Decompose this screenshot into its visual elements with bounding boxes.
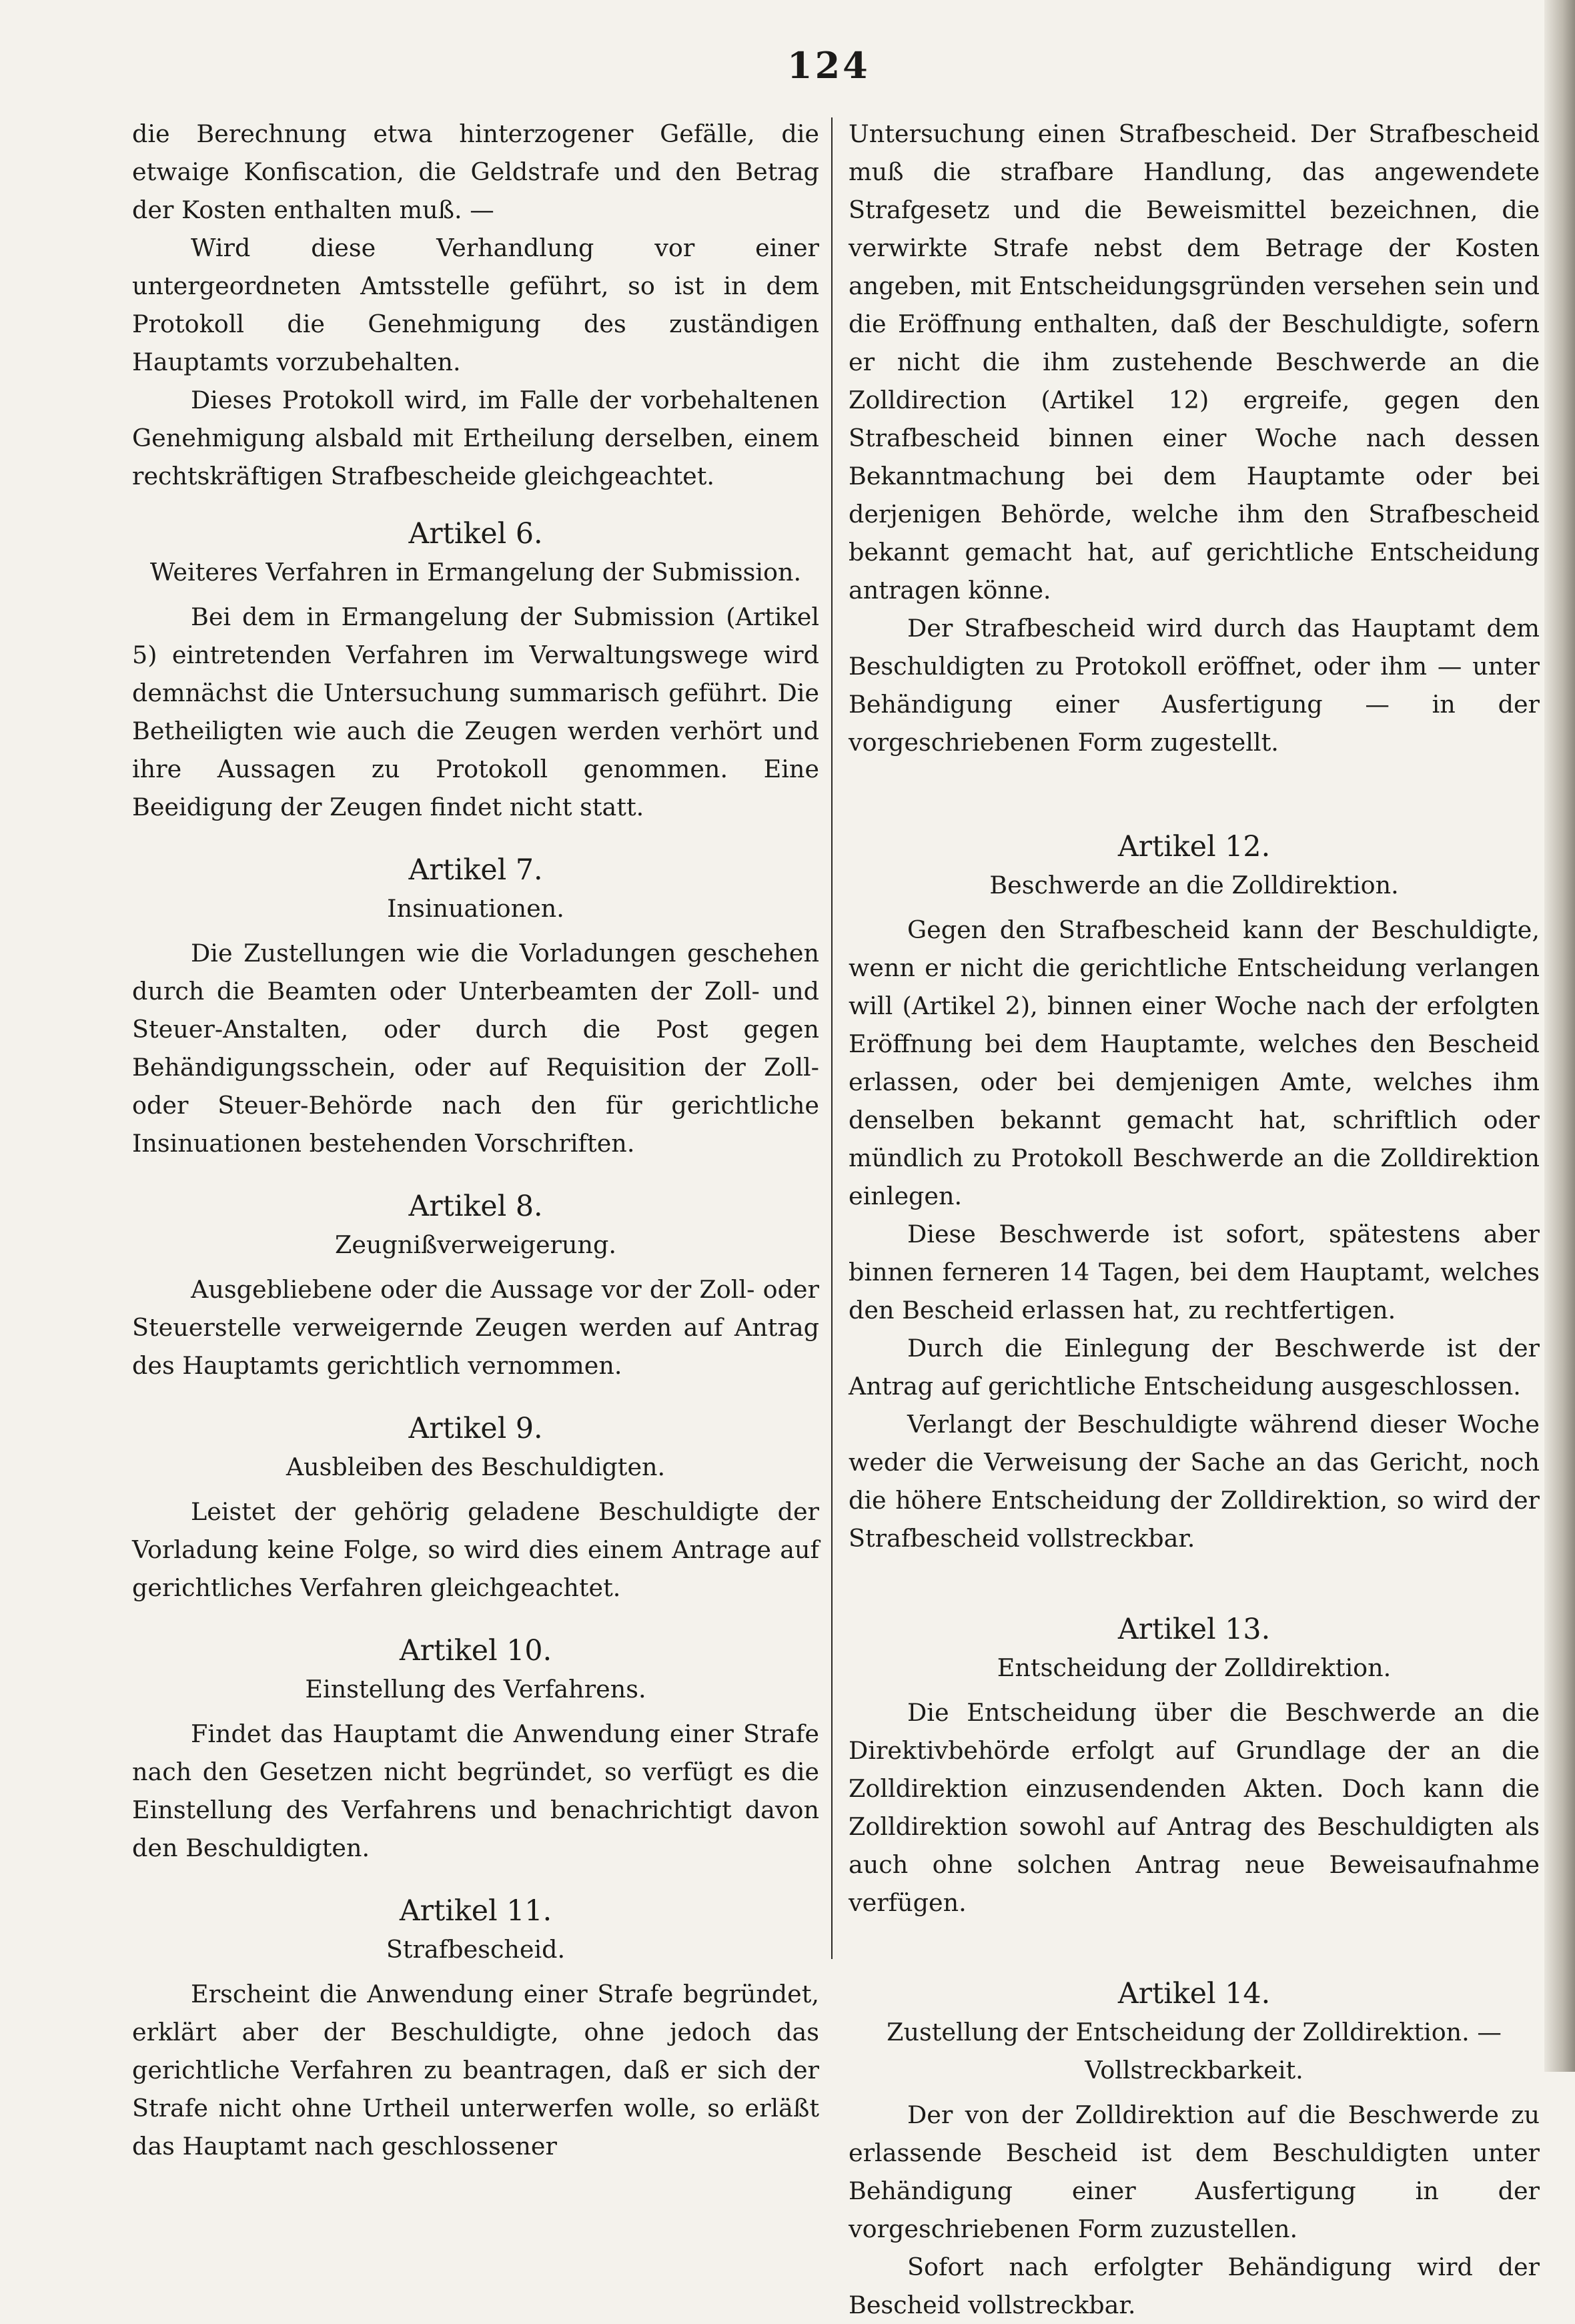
- paragraph: Erscheint die Anwendung einer Strafe begründet, erklärt aber der Beschuldigte, ohne jedoch das gerichtliche Verfahren zu beantragen, daß er sich der Strafe nicht ohne Urtheil unterwerfen wolle, so erläßt das Hauptamt nach geschlossener: [132, 1980, 819, 2161]
- article-title: Artikel 11.: [399, 1894, 552, 1928]
- article-title: Artikel 14.: [1117, 1977, 1271, 2010]
- article-heading: Strafbescheid.: [386, 1935, 566, 1964]
- paragraph: Sofort nach erfolgter Behändigung wird der Bescheid vollstreckbar.: [849, 2253, 1540, 2319]
- column-divider: [831, 117, 833, 1959]
- page-edge-shadow: [1544, 0, 1575, 2072]
- paragraph: Leistet der gehörig geladene Beschuldigte der Vorladung keine Folge, so wird dies einem Antrage auf gerichtliches Verfahren gleichgeachtet.: [132, 1497, 819, 1602]
- paragraph: Die Zustellungen wie die Vorladungen geschehen durch die Beamten oder Unterbeamten der Zoll- und Steuer-Anstalten, oder durch die Post gegen Behändigungsschein, oder auf Requisition der Zoll- oder Steuer-Behörde nach den für gerichtliche Insinuationen bestehenden Vorschriften.: [132, 939, 819, 1158]
- right-column: [849, 115, 1540, 2324]
- article-title: Artikel 8.: [408, 1190, 543, 1223]
- paragraph: Die Entscheidung über die Beschwerde an die Direktivbehörde erfolgt auf Grundlage der an die Zolldirektion einzusendenden Akten. Doch kann die Zolldirektion sowohl auf Antrag des Beschuldigten als auch ohne solchen Antrag neue Beweisaufnahme verfügen.: [849, 1698, 1540, 1917]
- paragraph: Wird diese Verhandlung vor einer untergeordneten Amtsstelle geführt, so ist in dem Protokoll die Genehmigung des zuständigen Hauptamts vorzubehalten.: [132, 234, 819, 376]
- article-heading: Einstellung des Verfahrens.: [305, 1675, 646, 1703]
- article-title: Artikel 10.: [399, 1634, 552, 1667]
- page-number: 124: [787, 44, 871, 87]
- paragraph: Findet das Hauptamt die Anwendung einer Strafe nach den Gesetzen nicht begründet, so verfügt es die Einstellung des Verfahrens und benachrichtigt davon den Beschuldigten.: [132, 1719, 819, 1862]
- article-title: Artikel 6.: [408, 517, 543, 550]
- article-title: Artikel 9.: [408, 1412, 543, 1445]
- article-heading: Zeugnißverweigerung.: [335, 1230, 616, 1259]
- paragraph: Der von der Zolldirektion auf die Beschwerde zu erlassende Bescheid ist dem Beschuldigten unter Behändigung einer Ausfertigung in der vorgeschriebenen Form zuzustellen.: [849, 2100, 1540, 2243]
- article-heading: Vollstreckbarkeit.: [1085, 2056, 1303, 2084]
- paragraph: Ausgebliebene oder die Aussage vor der Zoll- oder Steuerstelle verweigernde Zeugen werden auf Antrag des Hauptamts gerichtlich vernommen.: [132, 1275, 819, 1380]
- paragraph: Gegen den Strafbescheid kann der Beschuldigte, wenn er nicht die gerichtliche Entscheidung verlangen will (Artikel 2), binnen einer Woche nach der erfolgten Eröffnung bei dem Hauptamte, welches den Bescheid erlassen, oder bei demjenigen Amte, welches ihm denselben bekannt gemacht hat, schriftlich oder mündlich zu Protokoll Beschwerde an die Zolldirektion einlegen.: [849, 915, 1540, 1210]
- article-heading: Weiteres Verfahren in Ermangelung der Submission.: [149, 558, 802, 587]
- left-column: [132, 115, 819, 2165]
- article-title: Artikel 12.: [1117, 830, 1271, 863]
- article-heading: Ausbleiben des Beschuldigten.: [286, 1453, 666, 1481]
- paragraph: Durch die Einlegung der Beschwerde ist der Antrag auf gerichtliche Entscheidung ausgeschlossen.: [849, 1334, 1540, 1401]
- article-heading: Insinuationen.: [387, 894, 564, 923]
- article-title: Artikel 7.: [408, 853, 543, 887]
- article-heading: Entscheidung der Zolldirektion.: [997, 1653, 1392, 1682]
- paragraph: Diese Beschwerde ist sofort, spätestens aber binnen ferneren 14 Tagen, bei dem Hauptamt, welches den Bescheid erlassen hat, zu rechtfertigen.: [849, 1220, 1540, 1324]
- paragraph: Bei dem in Ermangelung der Submission (Artikel 5) eintretenden Verfahren im Verwaltungswege wird demnächst die Untersuchung summarisch geführt. Die Betheiligten wie auch die Zeugen werden verhört und ihre Aussagen zu Protokoll genommen. Eine Beeidigung der Zeugen findet nicht statt.: [132, 603, 819, 821]
- article-heading: Beschwerde an die Zolldirektion.: [989, 871, 1399, 899]
- paragraph: die Berechnung etwa hinterzogener Gefälle, die etwaige Konfiscation, die Geldstrafe und den Betrag der Kosten enthalten muß. —: [132, 119, 819, 224]
- paragraph: Verlangt der Beschuldigte während dieser Woche weder die Verweisung der Sache an das Gericht, noch die höhere Entscheidung der Zolldirektion, so wird der Strafbescheid vollstreckbar.: [849, 1410, 1540, 1553]
- article-heading: Zustellung der Entscheidung der Zolldirektion. —: [887, 2018, 1502, 2046]
- paragraph: Der Strafbescheid wird durch das Hauptamt dem Beschuldigten zu Protokoll eröffnet, oder ihm — unter Behändigung einer Ausfertigung — in der vorgeschriebenen Form zugestellt.: [849, 614, 1540, 757]
- article-title: Artikel 13.: [1117, 1613, 1271, 1646]
- paragraph: Untersuchung einen Strafbescheid. Der Strafbescheid muß die strafbare Handlung, das angewendete Strafgesetz und die Beweismittel bezeichnen, die verwirkte Strafe nebst dem Betrage der Kosten angeben, mit Entscheidungsgründen versehen sein und die Eröffnung enthalten, daß der Beschuldigte, sofern er nicht die ihm zustehende Beschwerde an die Zolldirection (Artikel 12) ergreife, gegen den Strafbescheid binnen einer Woche nach dessen Bekanntmachung bei dem Hauptamte oder bei derjenigen Behörde, welche ihm den Strafbescheid bekannt gemacht hat, auf gerichtliche Entscheidung antragen könne.: [849, 119, 1540, 605]
- paragraph: Dieses Protokoll wird, im Falle der vorbehaltenen Genehmigung alsbald mit Ertheilung derselben, einem rechtskräftigen Strafbescheide gleichgeachtet.: [132, 386, 819, 490]
